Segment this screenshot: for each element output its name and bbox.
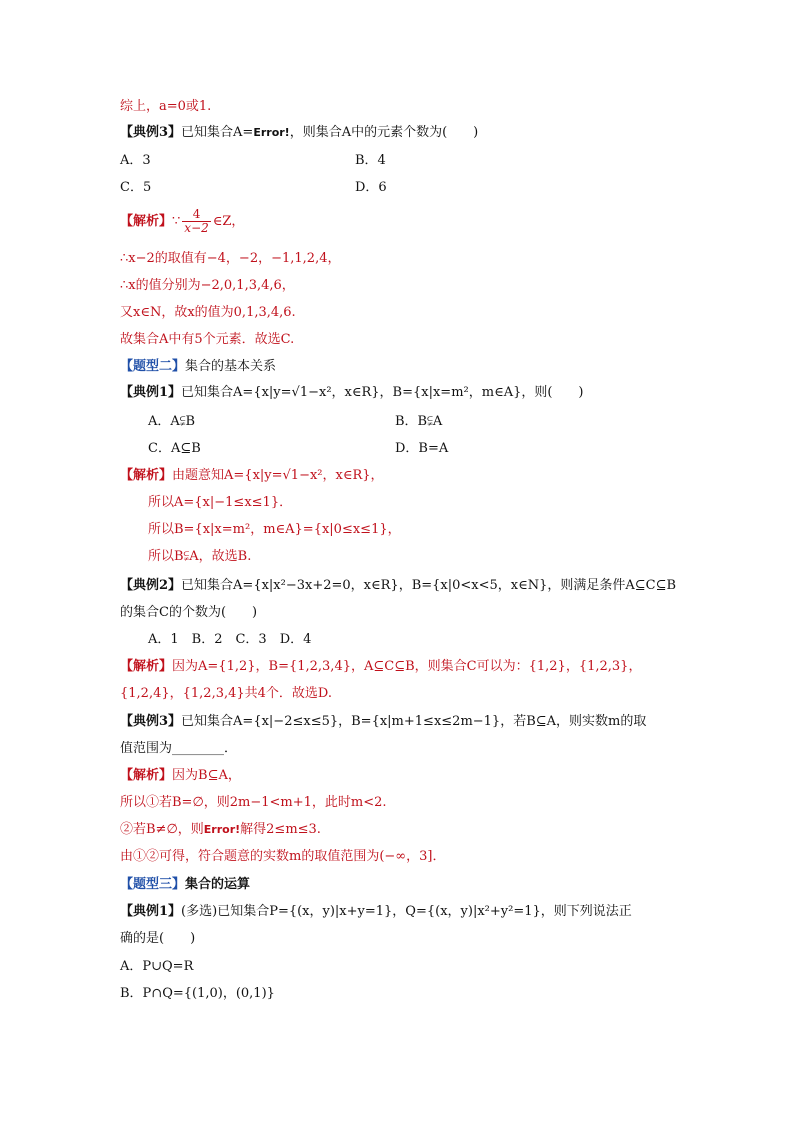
option-a: A．P∪Q=R (120, 959, 194, 974)
option-d: D．B=A (395, 441, 449, 456)
solution-line: 由①②可得，符合题意的实数m的取值范围为(−∞，3]． (120, 849, 446, 864)
solution-tag: 【解析】 (120, 468, 173, 483)
option-b: B．4 (355, 153, 386, 168)
option-a: A．3 (120, 153, 151, 168)
solution-line: 又x∈N，故x的值为0,1,3,4,6. (120, 305, 296, 320)
solution-tag: 【解析】 (120, 768, 173, 783)
example2-question-cont: 的集合C的个数为( ) (120, 605, 258, 620)
error-marker: Error! (203, 823, 241, 836)
example-tag: 【典例3】 (120, 125, 182, 140)
conclusion-line: 综上，a=0或1. (120, 99, 212, 114)
section-heading-type2: 【题型二】集合的基本关系 (120, 359, 277, 374)
question-cont: 确的是( ) (120, 931, 196, 946)
example-tag: 【典例1】 (120, 385, 182, 400)
solution-tag: 【解析】 (120, 214, 173, 229)
fraction: $\frac{4}{x-2}$ (184, 207, 209, 235)
solution-line: ∴x−2的取值有−4，−2，−1,1,2,4， (120, 251, 341, 266)
solution-line: 【解析】由题意知A={x|y=√1−x²，x∈R}， (120, 468, 384, 483)
option-b: B．P∩Q={(1,0)，(0,1)} (120, 986, 275, 1001)
option-c: C．A⊆B (148, 441, 201, 456)
option-a: A．A⫋B (148, 414, 196, 429)
section-tag: 【题型三】 (120, 877, 186, 892)
solution-line: 【解析】因为B⊆A， (120, 768, 241, 783)
solution-line: 故集合A中有5个元素．故选C. (120, 332, 295, 347)
example-tag: 【典例3】 (120, 714, 182, 729)
solution-line: 所以A={x|−1≤x≤1}． (148, 495, 293, 510)
solution-line: ∴x的值分别为−2,0,1,3,4,6， (120, 278, 295, 293)
solution-line: ②若B≠∅，则Error!解得2≤m≤3. (120, 822, 321, 837)
example3-question: 【典例3】已知集合A={x|−2≤x≤5}，B={x|m+1≤x≤2m−1}，若B⊆A，则实数m的取 (120, 714, 647, 729)
solution-line: 所以B={x|x=m²，m∈A}={x|0≤x≤1}， (148, 522, 401, 537)
option-c: C．5 (120, 180, 152, 195)
example1-multi-question: 【典例1】(多选)已知集合P={(x，y)|x+y=1}，Q={(x，y)|x²+y²=1}，则下列说法正 (120, 904, 632, 919)
solution-line: 所以B⫋A，故选B. (148, 549, 252, 564)
example2-question: 【典例2】已知集合A={x|x²−3x+2=0，x∈R}，B={x|0<x<5，x∈N}，则满足条件A⊆C⊆B (120, 578, 677, 593)
option-d: D．6 (355, 180, 387, 195)
solution-tag: 【解析】 (120, 659, 173, 674)
solution-line: {1,2,4}，{1,2,3,4}共4个．故选D. (120, 686, 333, 701)
options-row: A．1 B．2 C．3 D．4 (148, 632, 312, 647)
section-tag: 【题型二】 (120, 359, 186, 374)
example3-question-cont: 值范围为________． (120, 741, 238, 756)
error-marker: Error! (253, 126, 290, 139)
solution-line-fraction: 【解析】∵ $\frac{4}{x-2}$ ∈Z， (120, 207, 245, 235)
solution-line: 所以①若B=∅，则2m−1<m+1，此时m<2. (120, 795, 387, 810)
option-b: B．B⫋A (395, 414, 443, 429)
example-tag: 【典例1】 (120, 904, 182, 919)
example-tag: 【典例2】 (120, 578, 182, 593)
section-heading-type3: 【题型三】集合的运算 (120, 877, 251, 892)
example3-question: 【典例3】已知集合A=Error!，则集合A中的元素个数为( ) (120, 125, 479, 140)
example1-question: 【典例1】已知集合A={x|y=√1−x²，x∈R}，B={x|x=m²，m∈A}，则( ) (120, 385, 584, 400)
solution-line: 【解析】因为A={1,2}，B={1,2,3,4}，A⊆C⊆B，则集合C可以为：{1,2}，{1,2,3}， (120, 659, 642, 674)
